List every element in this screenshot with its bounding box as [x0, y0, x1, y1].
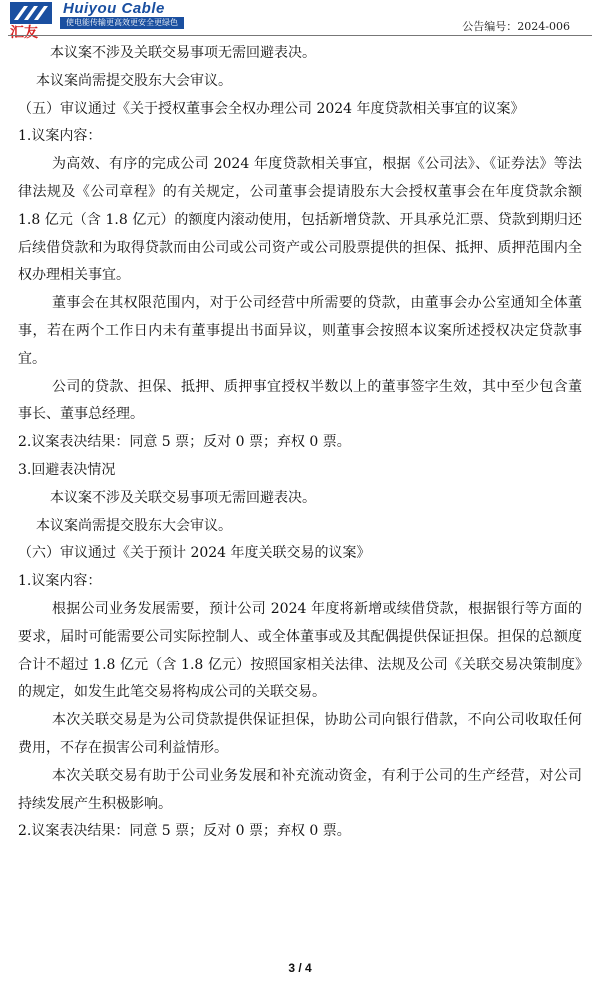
- text-line: 1.议案内容：: [18, 128, 102, 145]
- text-line: 本议案尚需提交股东大会审议。: [36, 72, 232, 89]
- body-paragraph: 本次关联交易有助于公司业务发展和补充流动资金，有利于公司的生产经营，对公司持续发展产生积极影响。: [18, 767, 582, 812]
- text-line: 本议案不涉及关联交易事项无需回避表决。: [50, 489, 316, 506]
- text-line: 本议案不涉及关联交易事项无需回避表决。: [50, 45, 316, 61]
- text-line: （五）审议通过《关于授权董事会全权办理公司 2024 年度贷款相关事宜的议案》: [18, 100, 525, 117]
- body-paragraph: 公司的贷款、担保、抵押、质押事宜授权半数以上的董事签字生效，其中至少包含董事长、董事总经理。: [18, 378, 582, 423]
- logo-mark-icon: [10, 2, 52, 24]
- announcement-number: 公告编号：2024-006: [462, 20, 570, 33]
- document-body: [14, 40, 582, 846]
- text-line: 1.议案内容：: [18, 573, 102, 590]
- body-paragraph: 为高效、有序的完成公司 2024 年度贷款相关事宜，根据《公司法》、《证券法》等法律法规及《公司章程》的有关规定，公司董事会提请股东大会授权董事会在年度贷款余额 1.8 亿元（含 1.8 亿元）的额度内滚动使用，包括新增贷款、开具承兑汇票、贷款到期归还后续借贷款和为取得贷款而由公司或公司资产或公司股票提供的担保、抵押、质押范围内全权办理相关事宜。: [18, 156, 582, 284]
- brand-name-cn: 汇友: [10, 25, 38, 41]
- brand-slogan: 使电能传输更高效更安全更绿色: [60, 17, 184, 29]
- text-line: 本议案尚需提交股东大会审议。: [36, 517, 232, 534]
- text-line: 3.回避表决情况: [18, 461, 116, 478]
- text-line: （六）审议通过《关于预计 2024 年度关联交易的议案》: [18, 545, 371, 562]
- text-line: 2.议案表决结果：同意 5 票；反对 0 票；弃权 0 票。: [18, 434, 351, 451]
- body-paragraph: 根据公司业务发展需要，预计公司 2024 年度将新增或续借贷款，根据银行等方面的要求，届时可能需要公司实际控制人、或全体董事或及其配偶提供保证担保。担保的总额度合计不超过 1.8 亿元（含 1.8 亿元）按照国家相关法律、法规及公司《关联交易决策制度》的规定，如发生此笔交易将构成公司的关联交易。: [18, 600, 582, 701]
- body-paragraph: 董事会在其权限范围内，对于公司经营中所需要的贷款，由董事会办公室通知全体董事，若在两个工作日内未有董事提出书面异议，则董事会按照本议案所述授权决定贷款事宜。: [18, 295, 582, 367]
- header-divider: [8, 35, 592, 36]
- page-number: 3 / 4: [288, 961, 312, 975]
- page-header: [0, 0, 600, 40]
- brand-name-en: Huiyou Cable: [63, 0, 165, 17]
- body-paragraph: 本次关联交易是为公司贷款提供保证担保，协助公司向银行借款，不向公司收取任何费用，不存在损害公司利益情形。: [18, 712, 582, 756]
- text-line: 2.议案表决结果：同意 5 票；反对 0 票；弃权 0 票。: [18, 823, 351, 840]
